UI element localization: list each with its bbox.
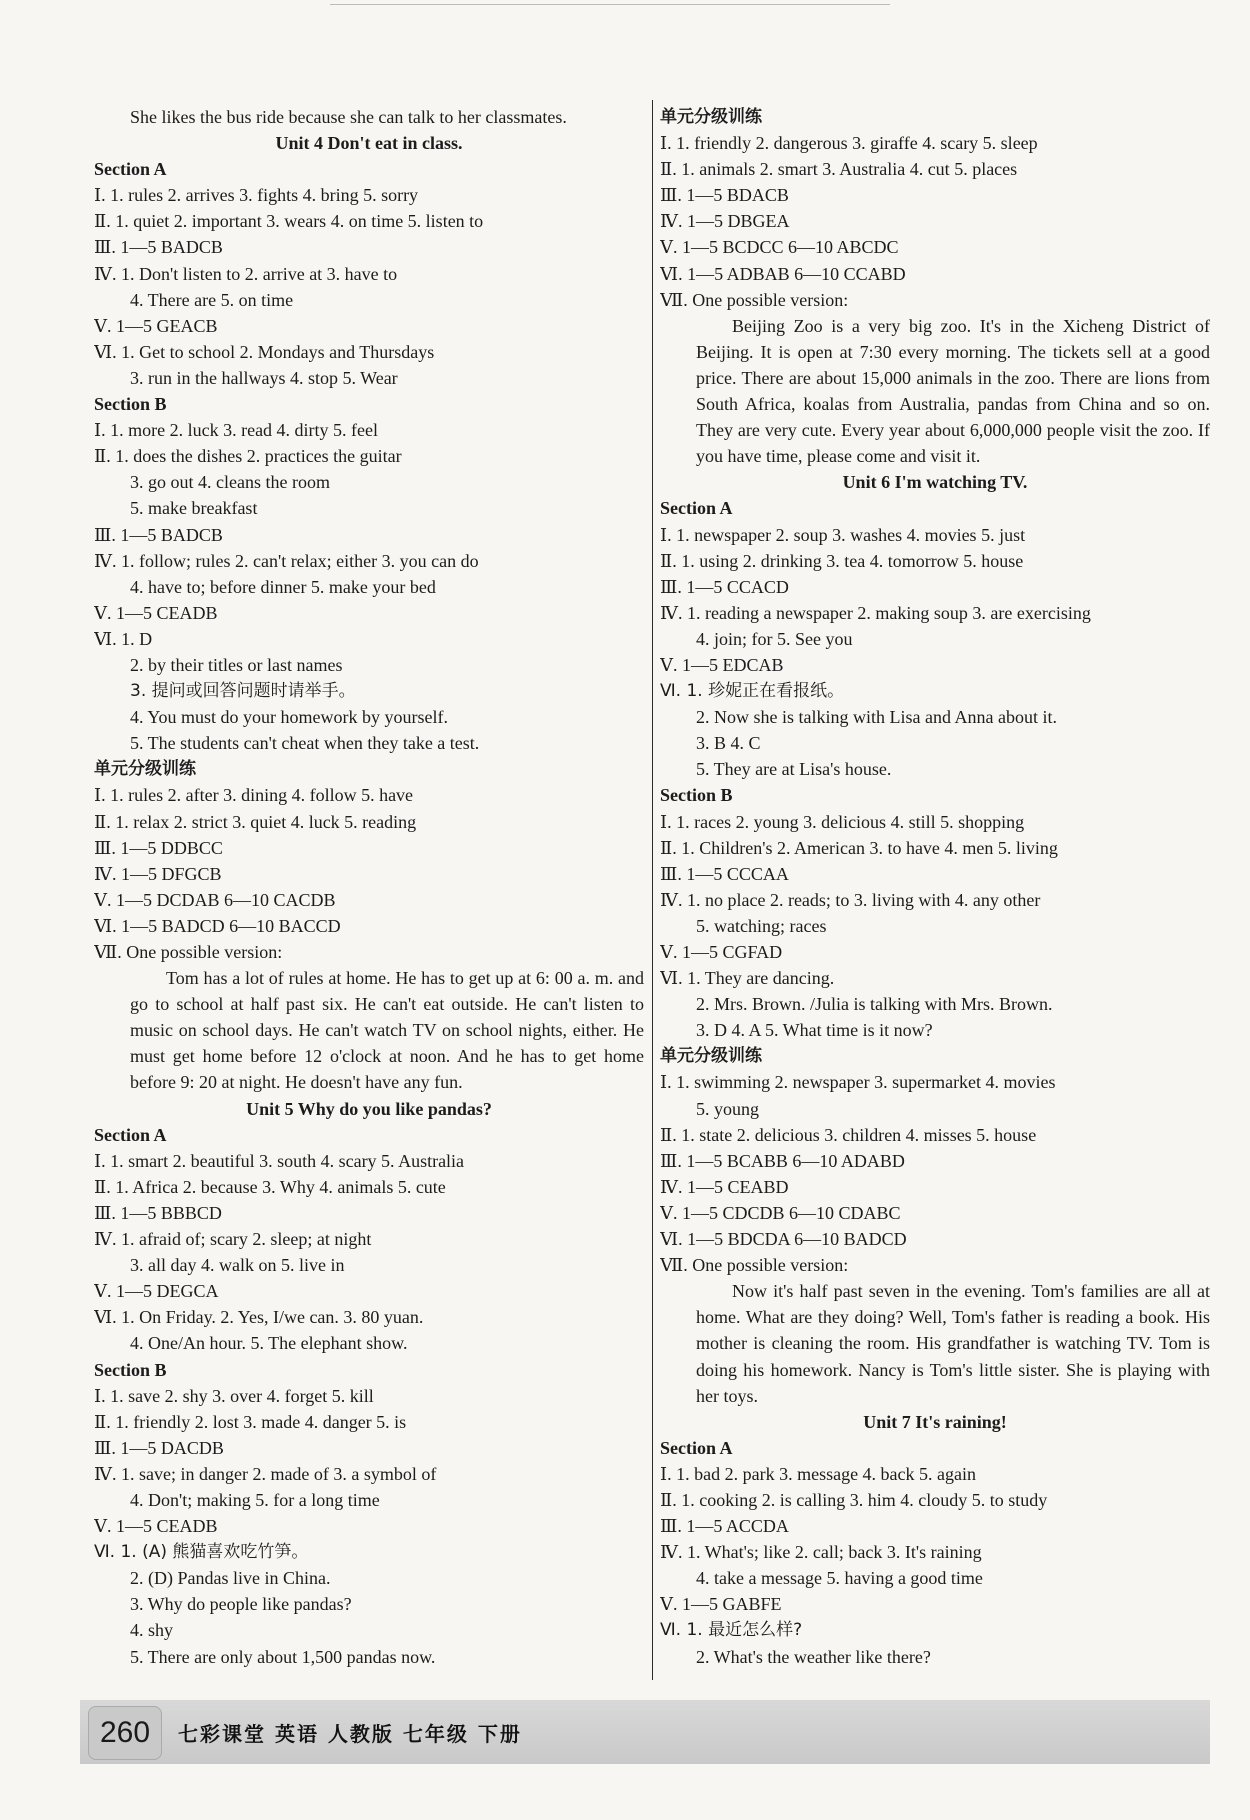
answer-line: Ⅵ. 1. 最近怎么样? (660, 1620, 803, 1641)
answer-line: Ⅲ. 1—5 BBBCD (94, 1202, 222, 1223)
column-divider (652, 100, 653, 1680)
answer-line: Ⅳ. 1. save; in danger 2. made of 3. a symbol of (94, 1463, 437, 1484)
answer-line: She likes the bus ride because she can talk to her classmates. (130, 107, 567, 127)
answer-line: 4. join; for 5. See you (696, 628, 853, 649)
unit-heading: Unit 4 Don't eat in class. (275, 133, 463, 154)
answer-line: Ⅴ. 1—5 CDCDB 6—10 CDABC (660, 1202, 901, 1223)
section-heading: Section B (94, 1359, 167, 1380)
sample-essay: Beijing Zoo is a very big zoo. It's in the Xicheng District of Beijing. It is open at 7:30 every morning. The tickets sell at a good price. There are about 15,000 animals in the zoo. There are lions from South Africa, koalas from Australia, pandas from China and so on. They are very cute. Every year about 6,000,000 people visit the zoo. If you have time, please come and visit it. (696, 315, 1210, 467)
answer-line: Ⅴ. 1—5 DEGCA (94, 1281, 219, 1302)
answer-line: Ⅲ. 1—5 DDBCC (94, 837, 223, 858)
answer-line: Ⅳ. 1. no place 2. reads; to 3. living with 4. any other (660, 889, 1041, 910)
answer-line: 3. D 4. A 5. What time is it now? (696, 1020, 933, 1041)
answer-line: Ⅱ. 1. friendly 2. lost 3. made 4. danger 5. is (94, 1411, 407, 1432)
section-heading: Section B (660, 785, 733, 806)
answer-line: 5. The students can't cheat when they take a test. (130, 733, 480, 754)
answer-line: Ⅴ. 1—5 CEADB (94, 602, 218, 623)
answer-line: Ⅰ. 1. rules 2. after 3. dining 4. follow 5. have (94, 785, 414, 806)
answer-line: 2. by their titles or last names (130, 654, 343, 675)
answer-line: Ⅱ. 1. quiet 2. important 3. wears 4. on time 5. listen to (94, 211, 484, 232)
answer-line: Ⅲ. 1—5 BADCB (94, 524, 223, 545)
section-heading: Section A (94, 159, 167, 180)
answer-line: 5. make breakfast (130, 498, 258, 519)
answer-line: Ⅵ. 1. They are dancing. (660, 968, 835, 989)
answer-line: 4. Don't; making 5. for a long time (130, 1489, 380, 1510)
answer-line: Ⅵ. 1. D (94, 628, 153, 649)
answer-line: 5. watching; races (696, 915, 827, 936)
answer-line: Ⅶ. One possible version: (660, 289, 849, 310)
unit-heading: Unit 5 Why do you like pandas? (246, 1098, 492, 1119)
answer-line: Ⅱ. 1. Children's 2. American 3. to have 4. men 5. living (660, 837, 1058, 858)
answer-line: Ⅶ. One possible version: (94, 942, 283, 962)
answer-line: Ⅱ. 1. animals 2. smart 3. Australia 4. cut 5. places (660, 159, 1018, 180)
book-title: 七彩课堂 英语 人教版 七年级 下册 (178, 1722, 522, 1746)
answer-line: 2. Mrs. Brown. /Julia is talking with Mrs. Brown. (696, 994, 1053, 1015)
answer-line: Ⅴ. 1—5 DCDAB 6—10 CACDB (94, 889, 336, 910)
section-heading: Section A (660, 1437, 733, 1458)
top-rule (330, 4, 890, 5)
answer-line: 5. There are only about 1,500 pandas now. (130, 1646, 436, 1667)
answer-line: Ⅵ. 1. (A) 熊猫喜欢吃竹笋。 (94, 1542, 309, 1563)
answer-line: Ⅳ. 1. follow; rules 2. can't relax; either 3. you can do (94, 550, 479, 571)
answer-line: Ⅲ. 1—5 BADCB (94, 237, 223, 258)
answer-line: Ⅱ. 1. using 2. drinking 3. tea 4. tomorrow 5. house (660, 550, 1024, 571)
answer-line: 3. run in the hallways 4. stop 5. Wear (130, 367, 398, 388)
answer-line: Ⅰ. 1. rules 2. arrives 3. fights 4. bring 5. sorry (94, 185, 419, 206)
answer-line: 2. What's the weather like there? (696, 1646, 931, 1667)
answer-line: 3. 提问或回答问题时请举手。 (130, 681, 356, 702)
section-heading: Section A (660, 498, 733, 519)
answer-line: 4. take a message 5. having a good time (696, 1568, 983, 1589)
answer-line: 5. They are at Lisa's house. (696, 759, 892, 780)
answer-line: Ⅳ. 1—5 CEABD (660, 1176, 789, 1197)
answer-line: Ⅱ. 1. Africa 2. because 3. Why 4. animals 5. cute (94, 1176, 446, 1197)
right-column (660, 104, 1210, 1670)
unit-heading: Unit 7 It's raining! (863, 1411, 1007, 1432)
answer-line: 4. There are 5. on time (130, 289, 294, 310)
answer-line: Ⅴ. 1—5 EDCAB (660, 654, 784, 675)
answer-line: 3. go out 4. cleans the room (130, 472, 330, 493)
answer-line: Ⅰ. 1. friendly 2. dangerous 3. giraffe 4. scary 5. sleep (660, 133, 1038, 154)
answer-line: Ⅳ. 1. reading a newspaper 2. making soup 3. are exercising (660, 602, 1091, 623)
answer-line: Ⅵ. 1. Get to school 2. Mondays and Thursdays (94, 341, 435, 362)
answer-line: Ⅱ. 1. cooking 2. is calling 3. him 4. cloudy 5. to study (660, 1489, 1048, 1510)
answer-line: 3. B 4. C (696, 733, 761, 754)
answer-line: Ⅰ. 1. swimming 2. newspaper 3. supermarket 4. movies (660, 1072, 1056, 1093)
answer-line: 4. One/An hour. 5. The elephant show. (130, 1333, 408, 1354)
answer-line: Ⅵ. 1. On Friday. 2. Yes, I/we can. 3. 80 yuan. (94, 1307, 424, 1328)
answer-line: 4. You must do your homework by yourself. (130, 707, 448, 728)
answer-line: 2. Now she is talking with Lisa and Anna about it. (696, 707, 1057, 728)
answer-line: Ⅲ. 1—5 CCACD (660, 576, 789, 597)
answer-line: Ⅴ. 1—5 GEACB (94, 315, 218, 336)
section-heading: 单元分级训练 (94, 759, 196, 780)
page-number: 260 (88, 1706, 162, 1760)
answer-line: Ⅳ. 1. What's; like 2. call; back 3. It's raining (660, 1542, 982, 1563)
section-heading: 单元分级训练 (660, 107, 762, 127)
answer-line: Ⅱ. 1. state 2. delicious 3. children 4. misses 5. house (660, 1124, 1037, 1145)
answer-line: Ⅳ. 1—5 DFGCB (94, 863, 222, 884)
answer-line: Ⅴ. 1—5 BCDCC 6—10 ABCDC (660, 237, 899, 258)
answer-line: Ⅵ. 1—5 ADBAB 6—10 CCABD (660, 263, 906, 284)
answer-line: Ⅱ. 1. does the dishes 2. practices the guitar (94, 446, 402, 467)
answer-line: Ⅰ. 1. races 2. young 3. delicious 4. still 5. shopping (660, 811, 1025, 832)
answer-line: 4. shy (130, 1620, 174, 1641)
answer-line: Ⅲ. 1—5 BCABB 6—10 ADABD (660, 1150, 905, 1171)
answer-line: Ⅱ. 1. relax 2. strict 3. quiet 4. luck 5. reading (94, 811, 417, 832)
answer-line: Ⅵ. 1. 珍妮正在看报纸。 (660, 681, 845, 702)
answer-line: Ⅰ. 1. smart 2. beautiful 3. south 4. scary 5. Australia (94, 1150, 465, 1171)
answer-line: 3. Why do people like pandas? (130, 1594, 352, 1615)
left-column (94, 104, 644, 1670)
section-heading: Section A (94, 1124, 167, 1145)
answer-line: Ⅰ. 1. newspaper 2. soup 3. washes 4. movies 5. just (660, 524, 1026, 545)
section-heading: Section B (94, 394, 167, 415)
answer-line: 5. young (696, 1098, 759, 1119)
unit-heading: Unit 6 I'm watching TV. (842, 472, 1028, 493)
sample-essay: Now it's half past seven in the evening. Tom's families are all at home. What are they doing? Well, Tom's father is reading a book. His mother is cleaning the room. His grandfather is watching TV. Tom is doing his homework. Nancy is Tom's little sister. She is playing with her toys. (696, 1281, 1210, 1406)
answer-line: Ⅶ. One possible version: (660, 1255, 849, 1276)
answer-line: Ⅵ. 1—5 BADCD 6—10 BACCD (94, 915, 341, 936)
answer-line: Ⅴ. 1—5 CEADB (94, 1516, 218, 1537)
answer-line: Ⅳ. 1—5 DBGEA (660, 211, 790, 232)
answer-line: Ⅲ. 1—5 BDACB (660, 185, 789, 206)
answer-line: Ⅰ. 1. more 2. luck 3. read 4. dirty 5. feel (94, 420, 379, 441)
answer-line: Ⅴ. 1—5 GABFE (660, 1594, 782, 1615)
answer-line: Ⅰ. 1. save 2. shy 3. over 4. forget 5. kill (94, 1385, 374, 1406)
answer-line: Ⅴ. 1—5 CGFAD (660, 942, 783, 962)
answer-line: Ⅲ. 1—5 ACCDA (660, 1516, 789, 1537)
answer-line: 2. (D) Pandas live in China. (130, 1568, 331, 1589)
answer-line: Ⅲ. 1—5 DACDB (94, 1437, 224, 1458)
answer-line: Ⅰ. 1. bad 2. park 3. message 4. back 5. again (660, 1463, 977, 1484)
section-heading: 单元分级训练 (660, 1046, 762, 1067)
answer-line: Ⅳ. 1. Don't listen to 2. arrive at 3. have to (94, 263, 398, 284)
answer-line: 4. have to; before dinner 5. make your bed (130, 576, 436, 597)
sample-essay: Tom has a lot of rules at home. He has to get up at 6: 00 a. m. and go to school at half past six. He can't eat outside. He can't listen to music on school days. He can't watch TV on school nights, either. He must get home before 12 o'clock at noon. And he has to get home before 9: 20 at night. He doesn't have any fun. (130, 968, 644, 1093)
answer-line: Ⅵ. 1—5 BDCDA 6—10 BADCD (660, 1229, 907, 1250)
answer-line: Ⅲ. 1—5 CCCAA (660, 863, 789, 884)
answer-line: Ⅳ. 1. afraid of; scary 2. sleep; at night (94, 1229, 372, 1250)
answer-line: 3. all day 4. walk on 5. live in (130, 1255, 345, 1276)
